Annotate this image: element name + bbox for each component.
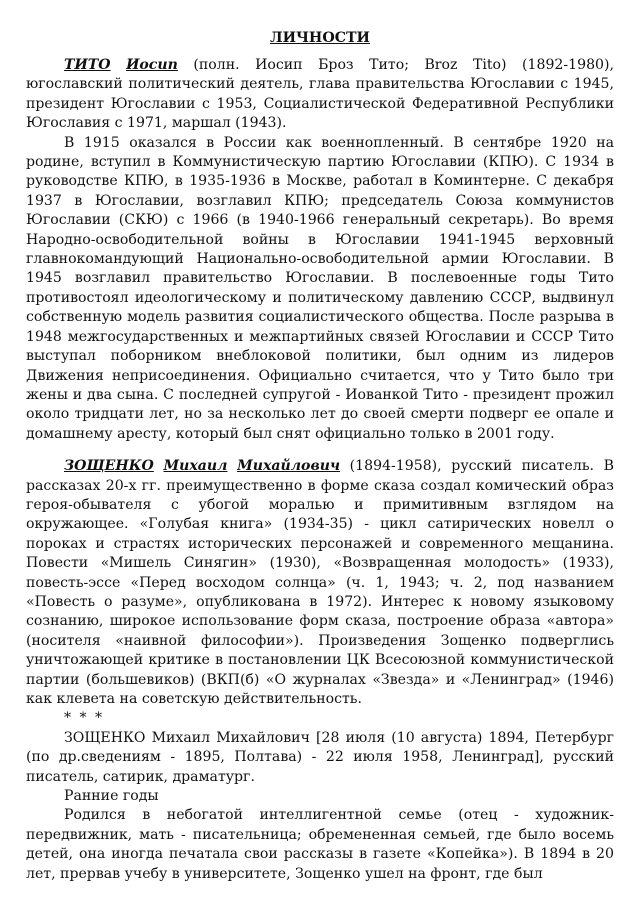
tito-surname: ТИТО — [64, 57, 111, 73]
tito-intro-paragraph — [26, 56, 614, 134]
zoshchenko-surname: ЗОЩЕНКО — [64, 458, 154, 475]
zoshchenko-patronymic: Михайлович — [237, 458, 341, 475]
page-heading: ЛИЧНОСТИ — [270, 30, 370, 46]
zoshchenko-intro-text: (1894-1958), русский писатель. В рассказах 20-х гг. преимущественно в форме сказа создал комический образ героя-обывателя с убогой моралью и примитивным взглядом на окружающее. «Голубая книга» (1934-35) - цикл сатирических новелл о пороках и страстях исторических персонажей и современного мещанина. Повести «Мишель Синягин» (1930), «Возвращенная молодость» (1933), повесть-эссе «Перед восходом солнца» (ч. 1, 1943; ч. 2, под названием «Повесть о разуме», опубликована в 1972). Интерес к новому языковому сознанию, широкое использование форм сказа, построение образа «автора» (носителя «наивной философии»). Произведения Зощенко подверглись уничтожающей критике в постановлении ЦК Всесоюзной коммунистической партии (большевиков) (ВКП(б) «О журналах «Звезда» и «Ленинград» (1946) как клевета на советскую действительность. — [26, 458, 614, 707]
section-gap — [26, 444, 614, 457]
zoshchenko-early-paragraph: Родился в небогатой интеллигентной семье (отец - художник-передвижник, мать - писательница; обремененная семьей, где было восемь детей, она иногда печатала свои рассказы в газете «Копейка»). В 1894 в 20 лет, прервав учебу в университете, Зощенко ушел на фронт, где был — [26, 807, 614, 882]
zoshchenko-section-title: Ранние годы — [64, 788, 159, 805]
section-separator-stars: * * * — [64, 710, 105, 727]
zoshchenko-entry2-paragraph: ЗОЩЕНКО Михаил Михайлович [28 июля (10 августа) 1894, Петербург (по др.сведениям - 1895, Полтава) - 22 июля 1958, Ленинград], русский писатель, сатирик, драматург. — [26, 729, 614, 785]
zoshchenko-intro-paragraph — [26, 457, 614, 709]
tito-intro-text: (полн. Иосип Броз Тито; Broz Tito) (1892-1980), югославский политический деятель, глава правительства Югославии с 1945, президент Югославии с 1953, Социалистической Федеративной Республики Югославия с 1971, маршал (1943). — [26, 57, 614, 132]
zoshchenko-firstname: Михаил — [163, 458, 228, 475]
tito-firstname: Иосип — [126, 57, 178, 73]
document-page — [26, 28, 614, 884]
tito-body-paragraph: В 1915 оказался в России как военнопленный. В сентябре 1920 на родине, вступил в Коммунистическую партию Югославии (КПЮ). С 1934 в руководстве КПЮ, в 1935-1936 в Москве, работал в Коминтерне. С декабря 1937 в Югославии, возглавил КПЮ; председатель Союза коммунистов Югославии (СКЮ) с 1966 (в 1940-1966 генеральный секретарь). Во время Народно-освободительной войны в Югославии 1941-1945 верховный главнокомандующий Национально-освободительной армии Югославии. В 1945 возглавил правительство Югославии. В послевоенные годы Тито противостоял идеологическому и политическому давлению СССР, выдвинул собственную модель развития социалистического общества. После разрыва в 1948 межгосударственных и межпартийных связей Югославии и СССР Тито выступал поборником внеблоковой политики, был одним из лидеров Движения неприсоединения. Официально считается, что у Тито было три жены и два сына. С последней супругой - Иованкой Тито - президент прожил около тридцати лет, но за несколько лет до своей смерти подверг ее опале и домашнему аресту, который был снят официально только в 2001 году. — [26, 134, 614, 442]
